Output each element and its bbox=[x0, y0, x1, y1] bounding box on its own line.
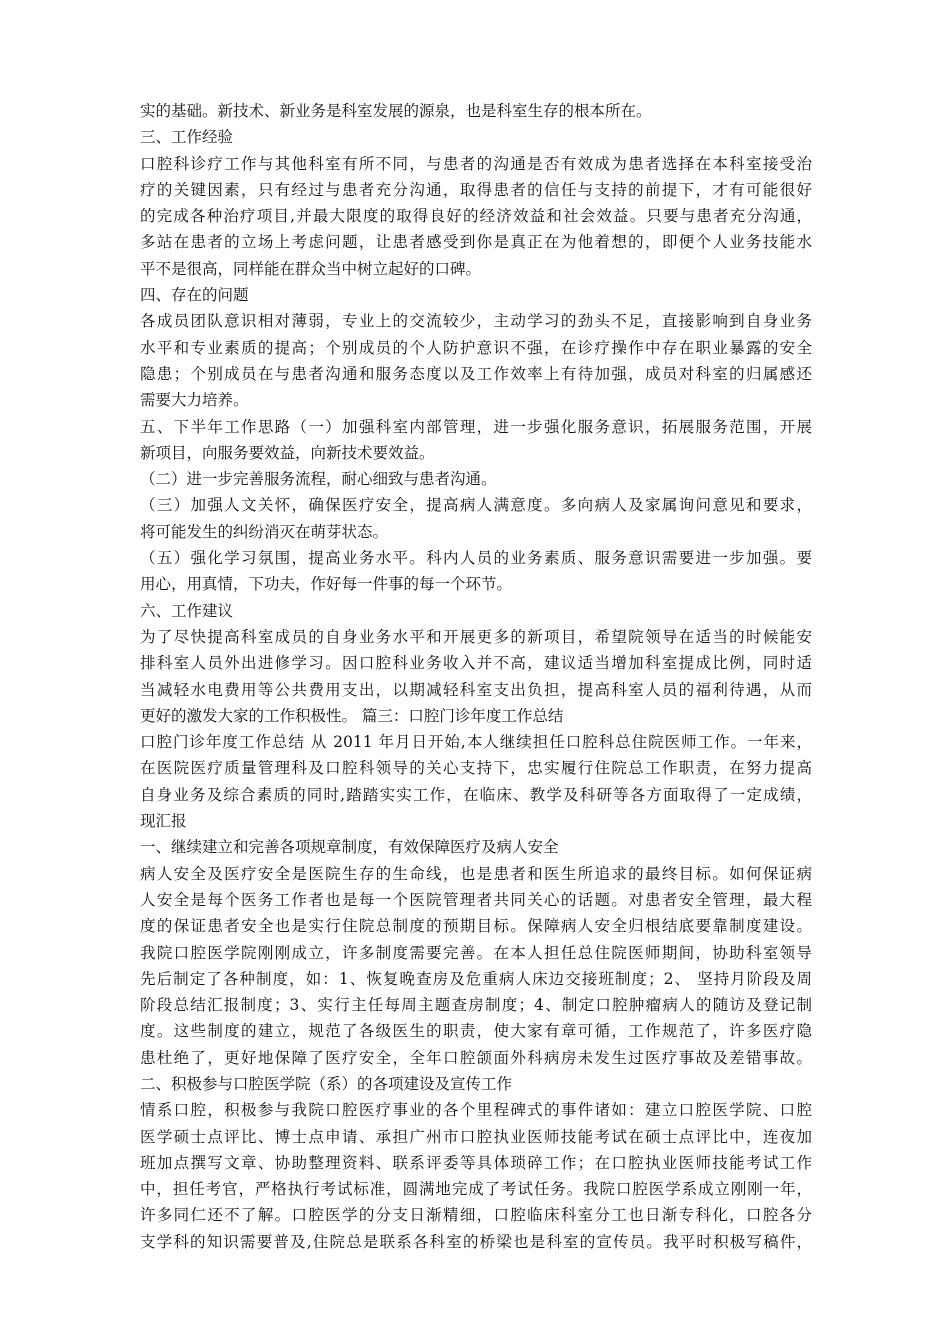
text-line: 班加点撰写文章、协助整理资料、联系评委等具体琐碎工作；在口腔执业医师技能考试工作 bbox=[140, 1153, 812, 1172]
text-line: 口腔门诊年度工作总结 从 2011 年月日开始,本人继续担任口腔科总住院医师工作。一年来， bbox=[140, 733, 812, 752]
document-page bbox=[140, 98, 812, 1255]
text-line: 医学硕士点评比、博士点申请、承担广州市口腔执业医师技能考试在硕士点评比中，连夜加 bbox=[140, 1127, 812, 1146]
text-line: 支学科的知识需要普及,住院总是联系各科室的桥梁也是科室的宣传员。我平时积极写稿件， bbox=[140, 1232, 812, 1251]
text-line: 平不是很高，同样能在群众当中树立起好的口碑。 bbox=[140, 259, 482, 278]
text-line: 四、存在的问题 bbox=[140, 286, 249, 305]
text-line: 度。这些制度的建立，规范了各级医生的职责，使大家有章可循，工作规范了，许多医疗隐 bbox=[140, 1022, 812, 1041]
text-line: 水平和专业素质的提高；个别成员的个人防护意识不强，在诊疗操作中存在职业暴露的安全 bbox=[140, 338, 812, 357]
text-line: 先后制定了各种制度，如：1、恢复晚查房及危重病人床边交接班制度；2、 坚持月阶段及周 bbox=[140, 969, 812, 988]
text-line: 多站在患者的立场上考虑问题，让患者感受到你是真正在为他着想的，即便个人业务技能水 bbox=[140, 233, 812, 252]
text-line: 我院口腔医学院刚刚成立，许多制度需要完善。在本人担任总住院医师期间，协助科室领导 bbox=[140, 943, 812, 962]
text-line: 疗的关键因素，只有经过与患者充分沟通，取得患者的信任与支持的前提下，才有可能很好 bbox=[140, 180, 812, 199]
text-line: 为了尽快提高科室成员的自身业务水平和开展更多的新项目，希望院领导在适当的时候能安 bbox=[140, 627, 812, 646]
text-line: 六、工作建议 bbox=[140, 601, 234, 620]
text-line: 各成员团队意识相对薄弱，专业上的交流较少，主动学习的劲头不足，直接影响到自身业务 bbox=[140, 312, 812, 331]
text-line: 新项目，向服务要效益，向新技术要效益。 bbox=[140, 443, 435, 462]
text-line: 实的基础。新技术、新业务是科室发展的源泉，也是科室生存的根本所在。 bbox=[140, 102, 652, 120]
text-line: 患杜绝了，更好地保障了医疗安全，全年口腔颌面外科病房未发生过医疗事故及差错事故。 bbox=[140, 1048, 812, 1067]
text-line: （三）加强人文关怀，确保医疗安全，提高病人满意度。多向病人及家属询问意见和要求， bbox=[140, 496, 812, 515]
text-line: 在医院医疗质量管理科及口腔科领导的关心支持下，忠实履行住院总工作职责，在努力提高 bbox=[140, 759, 812, 778]
text-line: 阶段总结汇报制度；3、实行主任每周主题查房制度；4、制定口腔肿瘤病人的随访及登记制 bbox=[140, 996, 812, 1015]
text-line: 更好的激发大家的工作积极性。 篇三：口腔门诊年度工作总结 bbox=[140, 706, 564, 725]
text-line: 隐患；个别成员在与患者沟通和服务态度以及工作效率上有待加强，成员对科室的归属感还 bbox=[140, 364, 812, 383]
text-line: （二）进一步完善服务流程，耐心细致与患者沟通。 bbox=[140, 470, 497, 489]
text-line: 用心，用真情，下功夫，作好每一件事的每一个环节。 bbox=[140, 575, 513, 594]
text-line: 二、积极参与口腔医学院（系）的各项建设及宣传工作 bbox=[140, 1074, 513, 1093]
text-line: 当减轻水电费用等公共费用支出，以期减轻科室支出负担，提高科室人员的福利待遇，从而 bbox=[140, 680, 812, 699]
text-line: 度的保证患者安全也是实行住院总制度的预期目标。保障病人安全归根结底要靠制度建设。 bbox=[140, 917, 812, 936]
text-line: 三、工作经验 bbox=[140, 128, 234, 147]
text-line: 现汇报 bbox=[140, 812, 187, 831]
text-line: 病人安全及医疗安全是医院生存的生命线，也是患者和医生所追求的最终目标。如何保证病 bbox=[140, 864, 812, 883]
text-line: （五）强化学习氛围，提高业务水平。科内人员的业务素质、服务意识需要进一步加强。要 bbox=[140, 549, 812, 568]
text-line: 排科室人员外出进修学习。因口腔科业务收入并不高，建议适当增加科室提成比例，同时适 bbox=[140, 654, 812, 673]
text-line: 人安全是每个医务工作者也是每一个医院管理者共同关心的话题。对患者安全管理，最大程 bbox=[140, 890, 812, 909]
text-line: 需要大力培养。 bbox=[140, 391, 249, 410]
text-line: 一、继续建立和完善各项规章制度，有效保障医疗及病人安全 bbox=[140, 838, 559, 857]
text-line: 情系口腔，积极参与我院口腔医疗事业的各个里程碑式的事件诸如：建立口腔医学院、口腔 bbox=[140, 1101, 812, 1120]
text-line: 许多同仁还不了解。口腔医学的分支日渐精细，口腔临床科室分工也日渐专科化，口腔各分 bbox=[140, 1206, 812, 1225]
text-line: 将可能发生的纠纷消灭在萌芽状态。 bbox=[140, 522, 389, 541]
text-line: 的完成各种治疗项目,并最大限度的取得良好的经济效益和社会效益。只要与患者充分沟通， bbox=[140, 207, 812, 226]
text-line: 口腔科诊疗工作与其他科室有所不同，与患者的沟通是否有效成为患者选择在本科室接受治 bbox=[140, 154, 812, 173]
text-line: 自身业务及综合素质的同时,踏踏实实工作，在临床、教学及科研等各方面取得了一定成绩， bbox=[140, 785, 812, 804]
text-line: 五、下半年工作思路（一）加强科室内部管理，进一步强化服务意识，拓展服务范围，开展 bbox=[140, 417, 812, 436]
text-line: 中，担任考官，严格执行考试标准，圆满地完成了考试任务。我院口腔医学系成立刚刚一年， bbox=[140, 1180, 812, 1199]
